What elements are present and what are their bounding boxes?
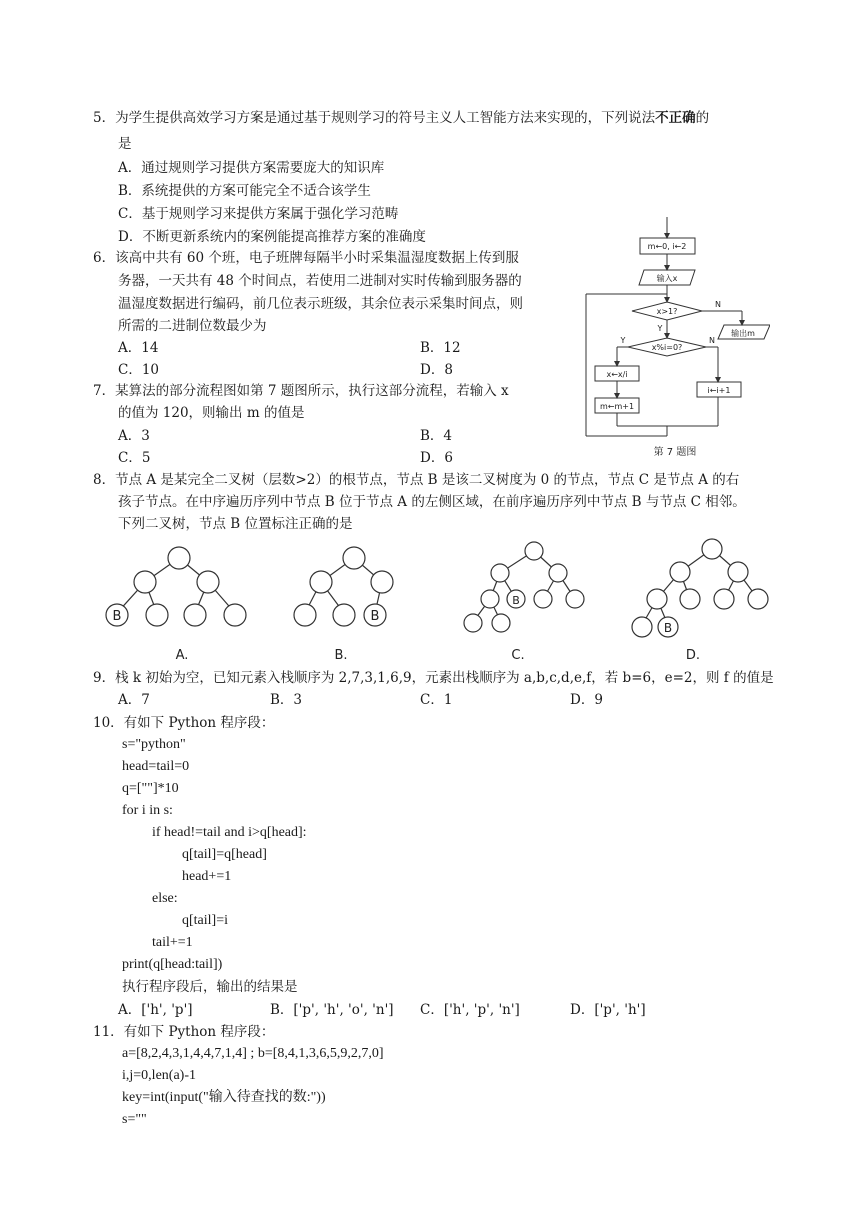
- q10-option-d: D．['p', 'h']: [570, 1002, 646, 1018]
- q10-code-line: head=tail=0: [122, 759, 190, 774]
- q8-trees: [90, 535, 790, 665]
- q5-option-d: D．不断更新系统内的案例能提高推荐方案的准确度: [118, 229, 426, 245]
- q8-line1: 8．节点 A 是某完全二叉树（层数>2）的根节点，节点 B 是该二叉树度为 0 的节点，节点 C 是节点 A 的右: [93, 472, 740, 488]
- tree-c-label: C.: [511, 648, 525, 663]
- q11-code-line: i,j=0,len(a)-1: [122, 1068, 196, 1083]
- flow-init-label: m←0, i←2: [647, 242, 687, 251]
- q7-option-d: D．6: [420, 450, 453, 466]
- q6-option-c: C．10: [118, 362, 160, 378]
- flow-assign-x-label: x←x/i: [606, 370, 628, 379]
- q10-code-line: print(q[head:tail]): [122, 957, 223, 972]
- q10-stem: 10．有如下 Python 程序段：: [93, 715, 275, 731]
- q9-option-b: B．3: [270, 692, 303, 708]
- tree-b-label: B.: [334, 648, 348, 663]
- flow-cond2-label: x%i=0?: [651, 343, 683, 352]
- q10-code-line: tail+=1: [152, 935, 193, 950]
- tree-d-label: D.: [685, 648, 701, 663]
- q10-code-line: else:: [152, 891, 178, 906]
- q6-line2: 务器，一天共有 48 个时间点，若使用二进制对实时传输到服务器的: [118, 273, 522, 289]
- q9-option-d: D．9: [570, 692, 603, 708]
- tree-a: [106, 547, 246, 626]
- q5-stem-text: 5．为学生提供高效学习方案是通过基于规则学习的符号主义人工智能方法来实现的，下列说法: [93, 110, 656, 126]
- q7-line2: 的值为 120，则输出 m 的值是: [118, 405, 305, 421]
- q9-option-c: C．1: [420, 692, 453, 708]
- tree-c-node-b: B: [512, 594, 520, 607]
- q6-line4: 所需的二进制位数最少为: [118, 318, 267, 334]
- tree-d-node-b: B: [663, 621, 673, 635]
- tree-b-node-b: B: [370, 609, 380, 624]
- q10-code-line: q[tail]=i: [182, 913, 228, 928]
- q6-option-d: D．8: [420, 362, 453, 378]
- tree-c: [464, 542, 584, 632]
- flow-yes-label-1: Y: [657, 324, 663, 333]
- q7-option-b: B．4: [420, 428, 453, 444]
- q11-code-line: s="": [122, 1112, 147, 1127]
- q6-line3: 温湿度数据进行编码，前几位表示班级，其余位表示采集时间点，则: [118, 296, 523, 312]
- tree-a-node-b: B: [112, 609, 122, 624]
- flow-caption: 第 7 题图: [653, 447, 697, 458]
- flow-no-label-2: N: [709, 336, 715, 345]
- q5-option-b: B．系统提供的方案可能完全不适合该学生: [118, 183, 371, 199]
- q5-stem: [93, 108, 709, 128]
- q7-option-c: C．5: [118, 450, 151, 466]
- q5-stem-end: 的: [695, 110, 710, 126]
- q11-code-line: key=int(input("输入待查找的数:")): [122, 1090, 326, 1105]
- q11-stem: 11．有如下 Python 程序段：: [93, 1024, 275, 1040]
- q7-line1: 7．某算法的部分流程图如第 7 题图所示，执行这部分流程，若输入 x: [93, 383, 509, 399]
- q10-option-c: C．['h', 'p', 'n']: [420, 1002, 520, 1018]
- q10-code-line: q=[""]*10: [122, 781, 179, 796]
- q9-stem: 9．栈 k 初始为空，已知元素入栈顺序为 2,7,3,1,6,9，元素出栈顺序为 a,b,c,d,e,f，若 b=6，e=2，则 f 的值是: [93, 670, 774, 686]
- q6-line1: 6．该高中共有 60 个班，电子班牌每隔半小时采集温湿度数据上传到服: [93, 250, 519, 266]
- q5-stem-line2: 是: [118, 136, 132, 152]
- q10-after: 执行程序段后，输出的结果是: [122, 979, 298, 995]
- q10-code-line: for i in s:: [122, 803, 173, 818]
- flow-output-label: 输出m: [731, 329, 755, 338]
- flow-cond1-label: x>1?: [656, 307, 678, 316]
- q8-line2: 孩子节点。在中序遍历序列中节点 B 位于节点 A 的左侧区域，在前序遍历序列中节点 B 与节点 C 相邻。: [118, 494, 746, 510]
- q8-line3: 下列二叉树，节点 B 位置标注正确的是: [118, 516, 353, 532]
- q6-option-a: A．14: [118, 340, 159, 356]
- q5-emphasis: 不正确: [655, 110, 696, 126]
- flow-yes-label-2: Y: [620, 336, 626, 345]
- q9-option-a: A．7: [118, 692, 150, 708]
- q10-option-b: B．['p', 'h', 'o', 'n']: [270, 1002, 394, 1018]
- q10-code-line: q[tail]=q[head]: [182, 847, 267, 862]
- q5-option-a: A．通过规则学习提供方案需要庞大的知识库: [118, 160, 385, 176]
- q10-code-line: head+=1: [182, 869, 232, 884]
- q7-option-a: A．3: [118, 428, 150, 444]
- tree-d: [632, 539, 768, 637]
- q6-option-b: B．12: [420, 340, 461, 356]
- flow-assign-i-label: i←i+1: [707, 386, 731, 395]
- flow-assign-m-label: m←m+1: [599, 402, 635, 411]
- q10-option-a: A．['h', 'p']: [118, 1002, 193, 1018]
- tree-a-label: A.: [175, 648, 189, 663]
- q10-code-line: s="python": [122, 737, 186, 752]
- q5-option-c: C．基于规则学习来提供方案属于强化学习范畴: [118, 206, 399, 222]
- q10-code-line: if head!=tail and i>q[head]:: [152, 825, 307, 840]
- q7-flowchart: [580, 212, 770, 462]
- flow-input-label: 输入x: [656, 274, 678, 283]
- flow-no-label-1: N: [715, 300, 721, 309]
- q11-code-line: a=[8,2,4,3,1,4,4,7,1,4] ; b=[8,4,1,3,6,5,9,2,7,0]: [122, 1046, 384, 1061]
